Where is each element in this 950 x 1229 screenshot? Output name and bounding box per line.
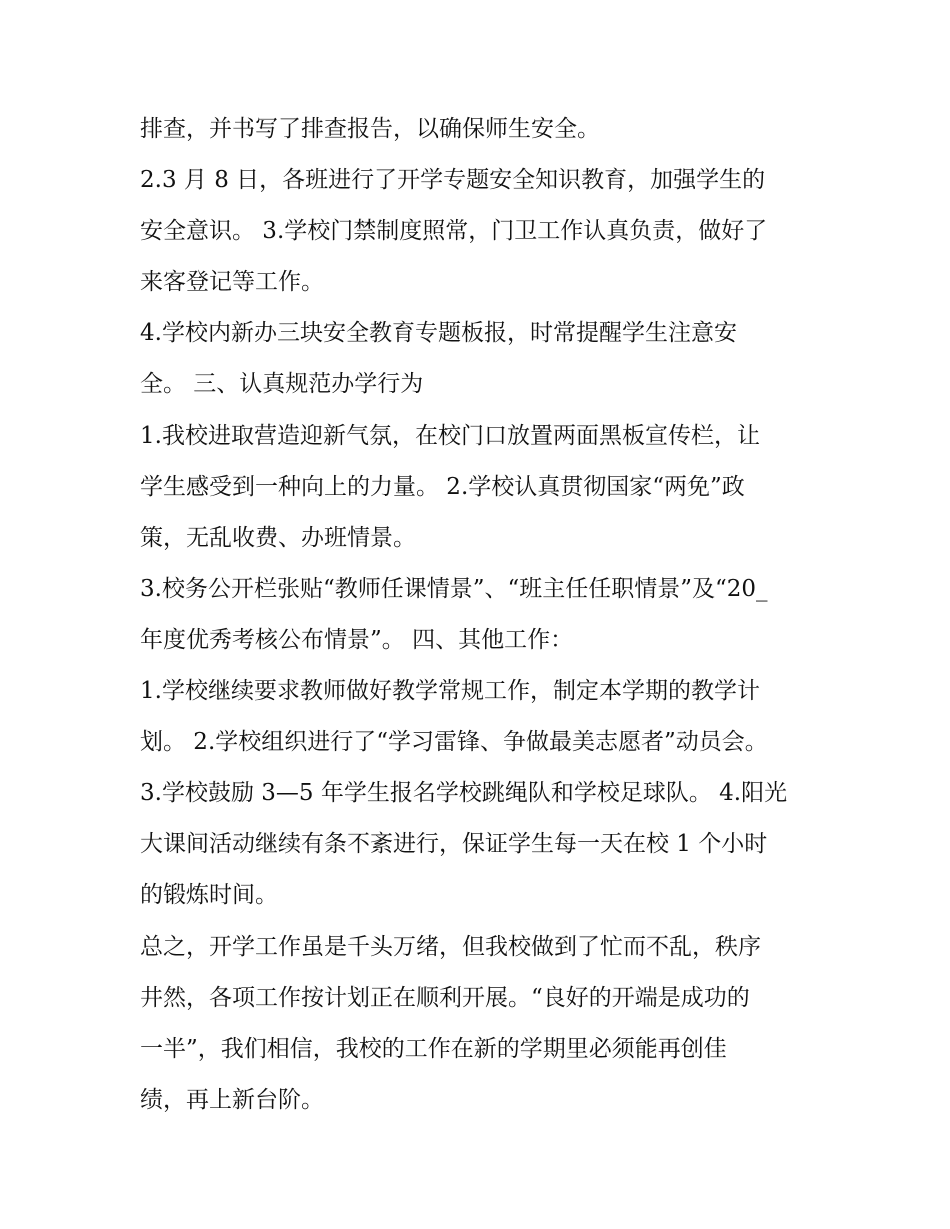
text-line: 年度优秀考核公布情景”。 四、其他工作：	[140, 626, 574, 653]
text-line: 绩，再上新台阶。	[140, 1086, 324, 1113]
text-line: 排查，并书写了排查报告，以确保师生安全。	[140, 116, 600, 142]
text-line: 3.学校鼓励 3—5 年学生报名学校跳绳队和学校足球队。 4.阳光	[140, 780, 788, 807]
text-line: 的锻炼时间。	[140, 882, 278, 909]
text-line: 划。 2.学校组织进行了“学习雷锋、争做最美志愿者”动员会。	[140, 729, 768, 756]
text-line: 4.学校内新办三块安全教育专题板报，时常提醒学生注意安	[140, 320, 737, 347]
text-line: 来客登记等工作。	[140, 269, 324, 296]
body-text	[140, 104, 820, 1126]
text-line: 安全意识。 3.学校门禁制度照常，门卫工作认真负责，做好了	[140, 218, 768, 245]
text-line: 大课间活动继续有条不紊进行，保证学生每一天在校 1 个小时	[140, 831, 768, 858]
text-line: 总之，开学工作虽是千头万绪，但我校做到了忙而不乱，秩序	[140, 933, 761, 960]
text-line: 策，无乱收费、办班情景。	[140, 524, 416, 551]
text-line: 学生感受到一种向上的力量。 2.学校认真贯彻国家“两免”政	[140, 473, 745, 500]
text-line: 全。 三、认真规范办学行为	[140, 371, 424, 398]
text-line: 一半”，我们相信，我校的工作在新的学期里必须能再创佳	[140, 1035, 727, 1062]
text-line: 1.学校继续要求教师做好教学常规工作，制定本学期的教学计	[140, 678, 760, 705]
text-line: 1.我校进取营造迎新气氛，在校门口放置两面黑板宣传栏，让	[140, 422, 760, 449]
text-line: 2.3 月 8 日，各班进行了开学专题安全知识教育，加强学生的	[140, 167, 766, 194]
text-line: 3.校务公开栏张贴“教师任课情景”、“班主任任职情景”及“20_	[140, 575, 768, 602]
text-line: 井然，各项工作按计划正在顺利开展。“良好的开端是成功的	[140, 984, 750, 1011]
